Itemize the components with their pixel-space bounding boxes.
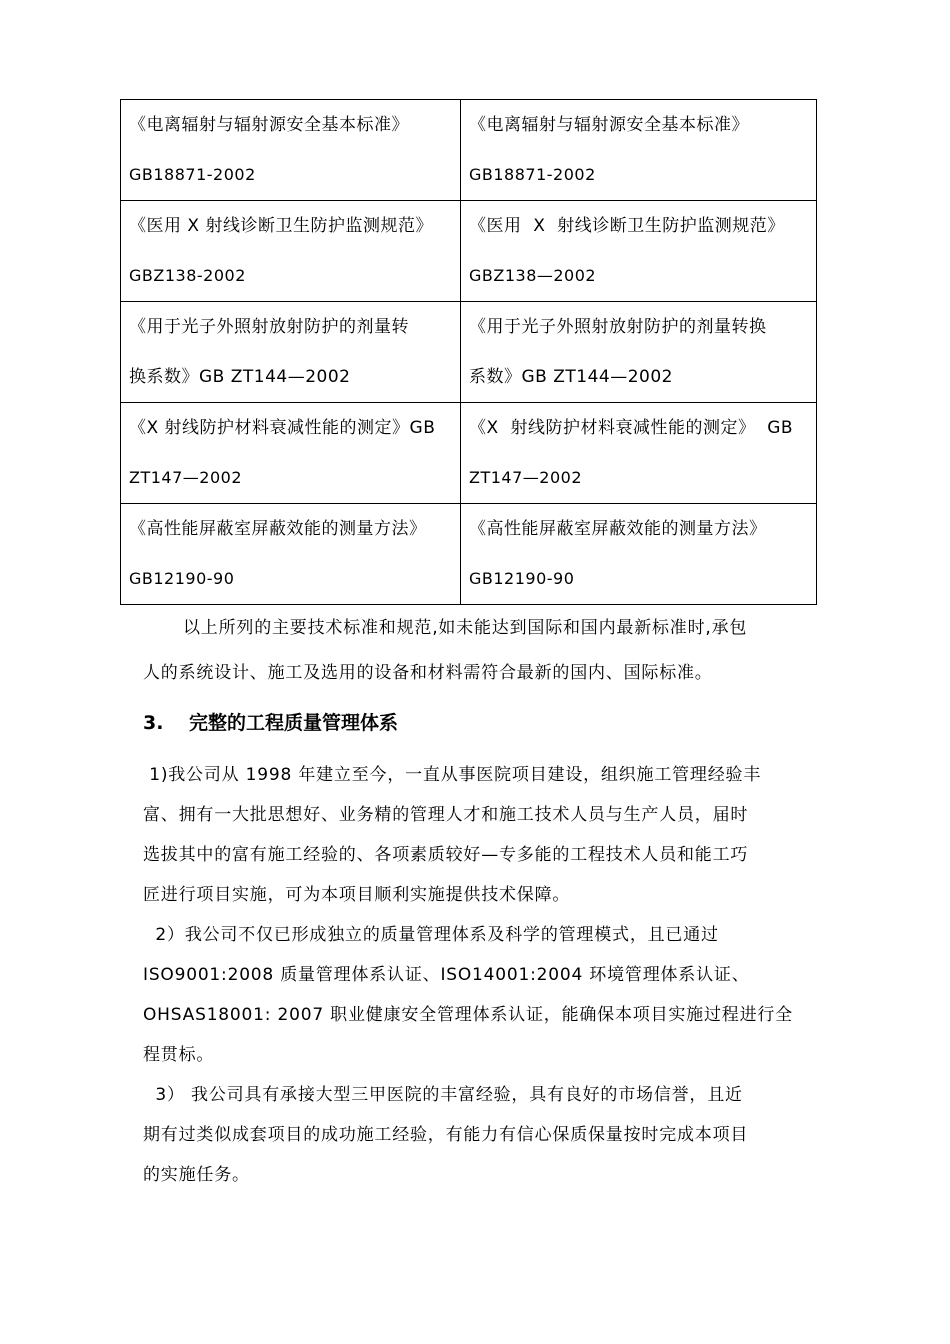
list-item xyxy=(143,755,803,915)
item-line: 匠进行项目实施，可为本项目顺利实施提供技术保障。 xyxy=(143,885,571,905)
standard-title: 《用于光子外照射放射防护的剂量转换 xyxy=(469,317,767,337)
table-cell-left xyxy=(121,100,461,201)
item-line: ISO9001:2008 质量管理体系认证、ISO14001:2004 环境管理体系认证、 xyxy=(143,965,750,985)
table-cell-left xyxy=(121,201,461,302)
table-cell-left xyxy=(121,302,461,403)
standard-code: GB18871-2002 xyxy=(469,165,596,184)
section-heading xyxy=(143,705,398,741)
standard-code: GB12190-90 xyxy=(469,569,575,588)
standard-title: 《电离辐射与辐射源安全基本标准》 xyxy=(129,115,409,135)
item-line: 3） 我公司具有承接大型三甲医院的丰富经验，具有良好的市场信誉，且近 xyxy=(143,1085,743,1105)
standard-code: GB18871-2002 xyxy=(129,165,256,184)
table-cell-left xyxy=(121,403,461,504)
table-cell-right xyxy=(461,504,817,605)
intro-line: 以上所列的主要技术标准和规范,如未能达到国际和国内最新标准时,承包 xyxy=(183,618,748,638)
item-line: 的实施任务。 xyxy=(143,1165,250,1185)
table-row xyxy=(121,201,817,302)
table-row xyxy=(121,403,817,504)
table-cell-left xyxy=(121,504,461,605)
standard-title: 《X 射线防护材料衰减性能的测定》 GB xyxy=(469,418,794,438)
table-cell-right xyxy=(461,100,817,201)
standard-title: 《医用 X 射线诊断卫生防护监测规范》 xyxy=(129,216,433,236)
standard-title-continued: 系数》GB ZT144—2002 xyxy=(469,367,673,387)
item-line: 期有过类似成套项目的成功施工经验，有能力有信心保质保量按时完成本项目 xyxy=(143,1125,749,1145)
item-line: OHSAS18001: 2007 职业健康安全管理体系认证，能确保本项目实施过程进行全 xyxy=(143,1005,793,1025)
intro-paragraph xyxy=(143,608,803,698)
standard-code: GBZ138-2002 xyxy=(129,266,246,285)
standard-title: 《电离辐射与辐射源安全基本标准》 xyxy=(469,115,749,135)
standard-title: 《用于光子外照射放射防护的剂量转 xyxy=(129,317,409,337)
table-cell-right xyxy=(461,201,817,302)
section-number: 3. xyxy=(143,712,164,734)
intro-line: 人的系统设计、施工及选用的设备和材料需符合最新的国内、国际标准。 xyxy=(143,663,713,683)
standard-code: ZT147—2002 xyxy=(469,468,582,487)
standard-title: 《医用 X 射线诊断卫生防护监测规范》 xyxy=(469,216,785,236)
list-item xyxy=(143,1075,803,1195)
table-cell-right xyxy=(461,302,817,403)
standard-title: 《高性能屏蔽室屏蔽效能的测量方法》 xyxy=(469,519,767,539)
item-line: 富、拥有一大批思想好、业务精的管理人才和施工技术人员与生产人员，届时 xyxy=(143,805,749,825)
item-line: 1)我公司从 1998 年建立至今，一直从事医院项目建设，组织施工管理经验丰 xyxy=(143,765,762,785)
section-title: 完整的工程质量管理体系 xyxy=(189,712,399,734)
numbered-items xyxy=(143,755,803,1195)
table-row xyxy=(121,302,817,403)
item-line: 程贯标。 xyxy=(143,1045,215,1065)
standard-code: GB12190-90 xyxy=(129,569,235,588)
list-item xyxy=(143,915,803,1075)
standard-title: 《高性能屏蔽室屏蔽效能的测量方法》 xyxy=(129,519,427,539)
standards-table xyxy=(120,99,817,605)
table-cell-right xyxy=(461,403,817,504)
item-line: 2）我公司不仅已形成独立的质量管理体系及科学的管理模式，且已通过 xyxy=(143,925,719,945)
item-line: 选拔其中的富有施工经验的、各项素质较好—专多能的工程技术人员和能工巧 xyxy=(143,845,749,865)
standard-title: 《X 射线防护材料衰减性能的测定》GB xyxy=(129,418,436,438)
standard-code: GBZ138—2002 xyxy=(469,266,597,285)
table-row xyxy=(121,504,817,605)
standard-code: ZT147—2002 xyxy=(129,468,242,487)
table-row xyxy=(121,100,817,201)
standard-title-continued: 换系数》GB ZT144—2002 xyxy=(129,367,351,387)
